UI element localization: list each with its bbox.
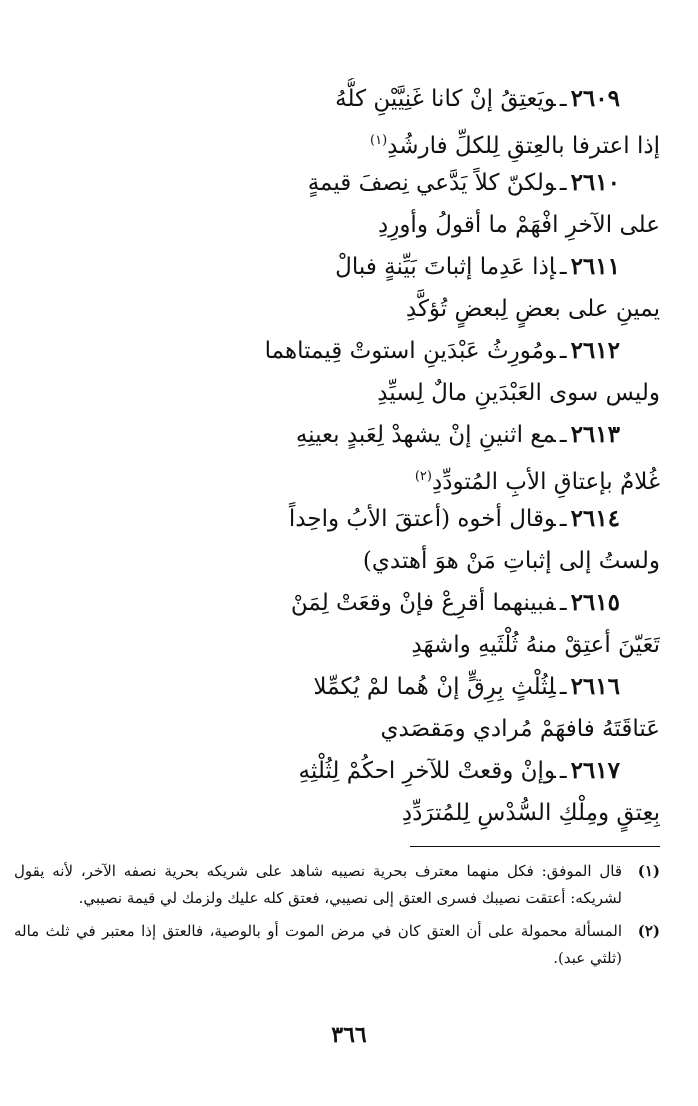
footnote — [14, 918, 660, 972]
verse-second-hemistich: على الآخرِ افْهَمْ ما أقولُ وأورِدِ — [377, 212, 660, 238]
verse-number: ٢٦١٣ — [570, 421, 620, 448]
verse-second-hemistich: عَتاقَتَهُ فافهَمْ مُرادي ومَقصَدي — [380, 716, 660, 742]
verse-first-hemistich: ٢٦١٦ـلِثُلْثٍ بِرِقٍّ إنْ هُما لمْ يُكمِّلا — [313, 673, 620, 700]
footnote — [14, 858, 660, 912]
footnote-text: قال الموفق: فكل منهما معترف بحرية نصيبه شاهد على شريكه بحرية نصفه الآخر، لأنه يقول لشريكه: أعتقت نصيبك فسرى العتق إلى نصيبي، فعتق كله عليك ولزمك لي قيمة نصيبي. — [14, 862, 622, 907]
verse-number: ٢٦١٦ — [570, 673, 620, 700]
verse-second-hemistich: تَعَيّنَ أعتِقْ منهُ ثُلْثَيهِ واشهَدِ — [411, 632, 660, 658]
verse-list — [10, 78, 660, 834]
verse-number: ٢٦١١ — [570, 253, 620, 280]
verse-first-hemistich: ٢٦١٤ـوقال أخوه (أعتقَ الأبُ واحِداً — [288, 505, 620, 532]
footnote-mark: (٢) — [637, 922, 660, 940]
verse-number: ٢٦١٧ — [570, 757, 620, 784]
verse-second-hemistich: وليس سوى العَبْدَينِ مالٌ لِسيِّدِ — [377, 380, 660, 406]
footnote-reference[interactable]: (١) — [370, 133, 388, 148]
verse-number: ٢٦١٥ — [570, 589, 620, 616]
footnotes — [14, 858, 660, 978]
verse-second-hemistich: غُلامٌ بإعتاقِ الأبِ المُتودِّدِ$^{(٢)}$ — [414, 469, 660, 495]
verse-second-hemistich: ولستُ إلى إثباتِ مَنْ هوَ أهتدي) — [362, 548, 660, 574]
verse-second-hemistich: يمينِ على بعضٍ لِبعضٍ تُؤكَّدِ — [405, 296, 660, 322]
verse-first-hemistich: ٢٦١٣ـمع اثنينِ إنْ يشهدْ لِعَبدٍ بعينِهِ — [295, 421, 620, 448]
verse-first-hemistich: ٢٦١١ـإذا عَدِما إثباتَ بَيِّنةٍ فبالْ — [335, 253, 620, 280]
verse-number: ٢٦١٠ — [570, 169, 620, 196]
verse-number: ٢٦١٤ — [570, 505, 620, 532]
verse-first-hemistich: ٢٦٠٩ـويَعتِقُ إنْ كانا غَنِيَّيْنِ كلُّهُ — [335, 85, 620, 112]
verse-first-hemistich: ٢٦١٥ـفبينهما أقرِعْ فإنْ وقعَتْ لِمَنْ — [290, 589, 620, 616]
footnote-mark: (١) — [637, 862, 660, 880]
footnote-reference[interactable]: (٢) — [414, 469, 432, 484]
verse-first-hemistich: ٢٦١٢ـومُورِثُ عَبْدَينِ استوتْ قِيمتاهما — [264, 337, 620, 364]
footnote-text: المسألة محمولة على أن العتق كان في مرض الموت أو بالوصية، فالعتق إذا معتبر في ثلث ماله (ثلثي عبد). — [14, 922, 622, 967]
verse-number: ٢٦١٢ — [570, 337, 620, 364]
verse-first-hemistich: ٢٦١٧ـوإنْ وقعتْ للآخرِ احكُمْ لِثُلْثِهِ — [298, 757, 620, 784]
verse-first-hemistich: ٢٦١٠ـولكنّ كلاً يَدَّعي نِصفَ قيمةٍ — [307, 169, 620, 196]
page-number: ٣٦٦ — [331, 1022, 367, 1048]
verse-second-hemistich: إذا اعترفا بالعِتقِ لِلكلِّ فارشُدِ$^{(١)}$ — [370, 133, 660, 159]
verse-second-hemistich: بِعِتقٍ ومِلْكِ السُّدْسِ لِلمُترَدِّدِ — [401, 800, 660, 826]
verse-number: ٢٦٠٩ — [570, 85, 620, 112]
footnote-divider — [410, 846, 660, 847]
